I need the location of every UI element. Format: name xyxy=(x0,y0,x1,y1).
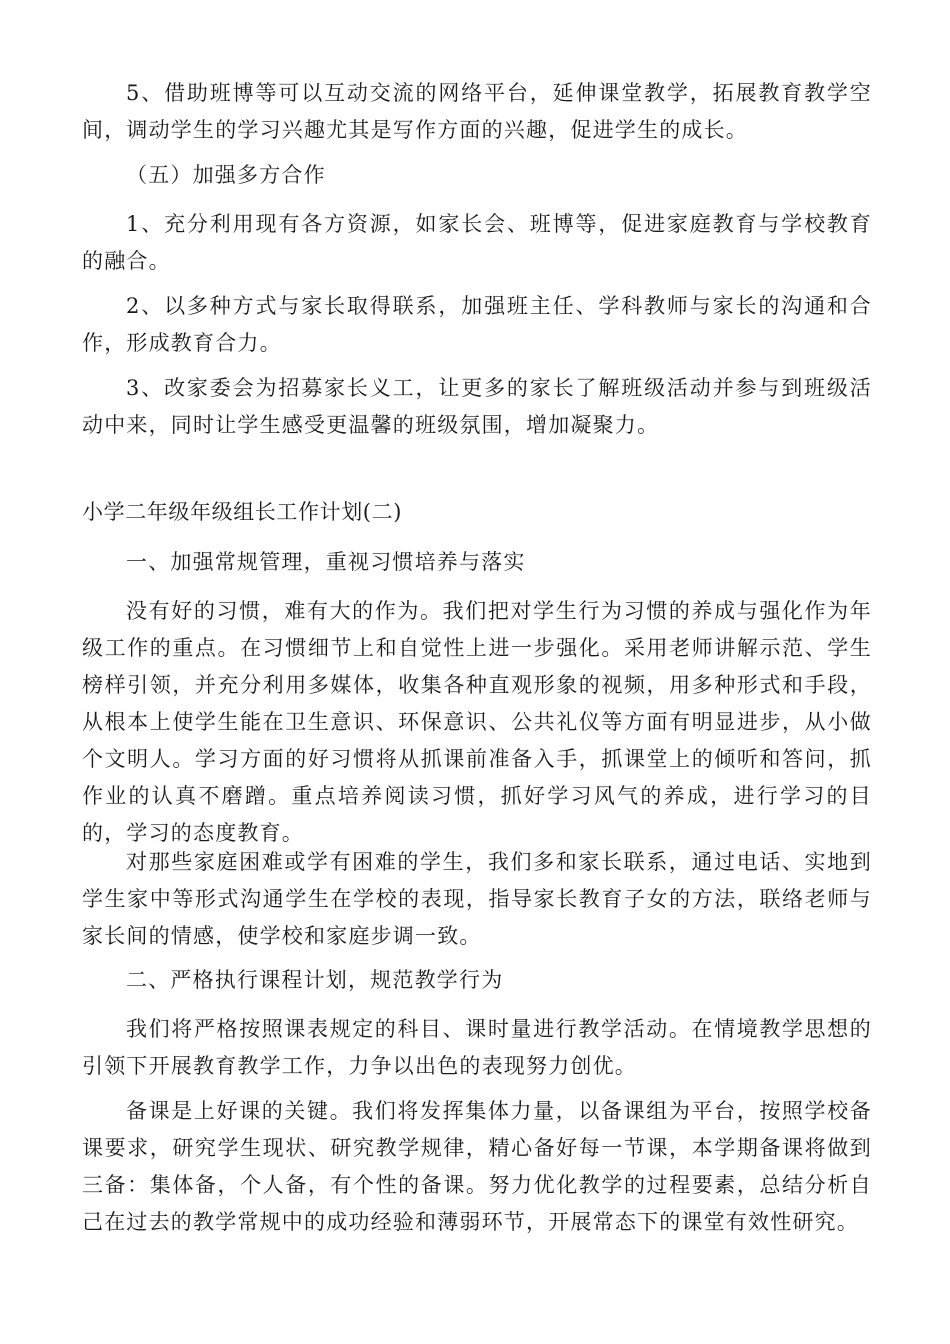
paragraph-cooperation-3: 3、改家委会为招募家长义工，让更多的家长了解班级活动并参与到班级活动中来，同时让学生感受更温馨的班级氛围，增加凝聚力。 xyxy=(82,376,872,437)
section-heading-cooperation: （五）加强多方合作 xyxy=(126,163,326,187)
section-heading-routine-management: 一、加强常规管理，重视习惯培养与落实 xyxy=(126,550,526,574)
paragraph-habits: 没有好的习惯，难有大的作为。我们把对学生行为习惯的养成与强化作为年级工作的重点。在习惯细节上和自觉性上进一步强化。采用老师讲解示范、学生榜样引领，并充分利用多媒体，收集各种直观形象的视频，用多种形式和手段，从根本上使学生能在卫生意识、环保意识、公共礼仪等方面有明显进步，从小做个文明人。学习方面的好习惯将从抓课前准备入手，抓课堂上的倾听和答问，抓作业的认真不磨蹭。重点培养阅读习惯，抓好学习风气的养成，进行学习的目的，学习的态度教育。 xyxy=(82,599,872,845)
paragraph-cooperation-1: 1、充分利用现有各方资源，如家长会、班博等，促进家庭教育与学校教育的融合。 xyxy=(82,212,872,273)
paragraph-lesson-prep: 备课是上好课的关键。我们将发挥集体力量，以备课组为平台，按照学校备课要求，研究学生现状、研究教学规律，精心备好每一节课，本学期备课将做到三备：集体备，个人备，有个性的备课。努力优化教学的过程要素，总结分析自己在过去的教学常规中的成功经验和薄弱环节，开展常态下的课堂有效性研究。 xyxy=(82,1099,872,1234)
section-heading-curriculum: 二、严格执行课程计划，规范教学行为 xyxy=(126,968,504,992)
paragraph-cooperation-2: 2、以多种方式与家长取得联系，加强班主任、学科教师与家长的沟通和合作，形成教育合力。 xyxy=(82,294,872,355)
document-title: 小学二年级年级组长工作计划(二) xyxy=(82,500,402,524)
paragraph-family-contact: 对那些家庭困难或学有困难的学生，我们多和家长联系，通过电话、实地到学生家中等形式沟通学生在学校的表现，指导家长教育子女的方法，联络老师与家长间的情感，使学校和家庭步调一致。 xyxy=(82,850,872,948)
paragraph-curriculum: 我们将严格按照课表规定的科目、课时量进行教学活动。在情境教学思想的引领下开展教育教学工作，力争以出色的表现努力创优。 xyxy=(82,1017,872,1078)
paragraph-item-5: 5、借助班博等可以互动交流的网络平台，延伸课堂教学，拓展教育教学空间，调动学生的学习兴趣尤其是写作方面的兴趣，促进学生的成长。 xyxy=(82,81,872,142)
